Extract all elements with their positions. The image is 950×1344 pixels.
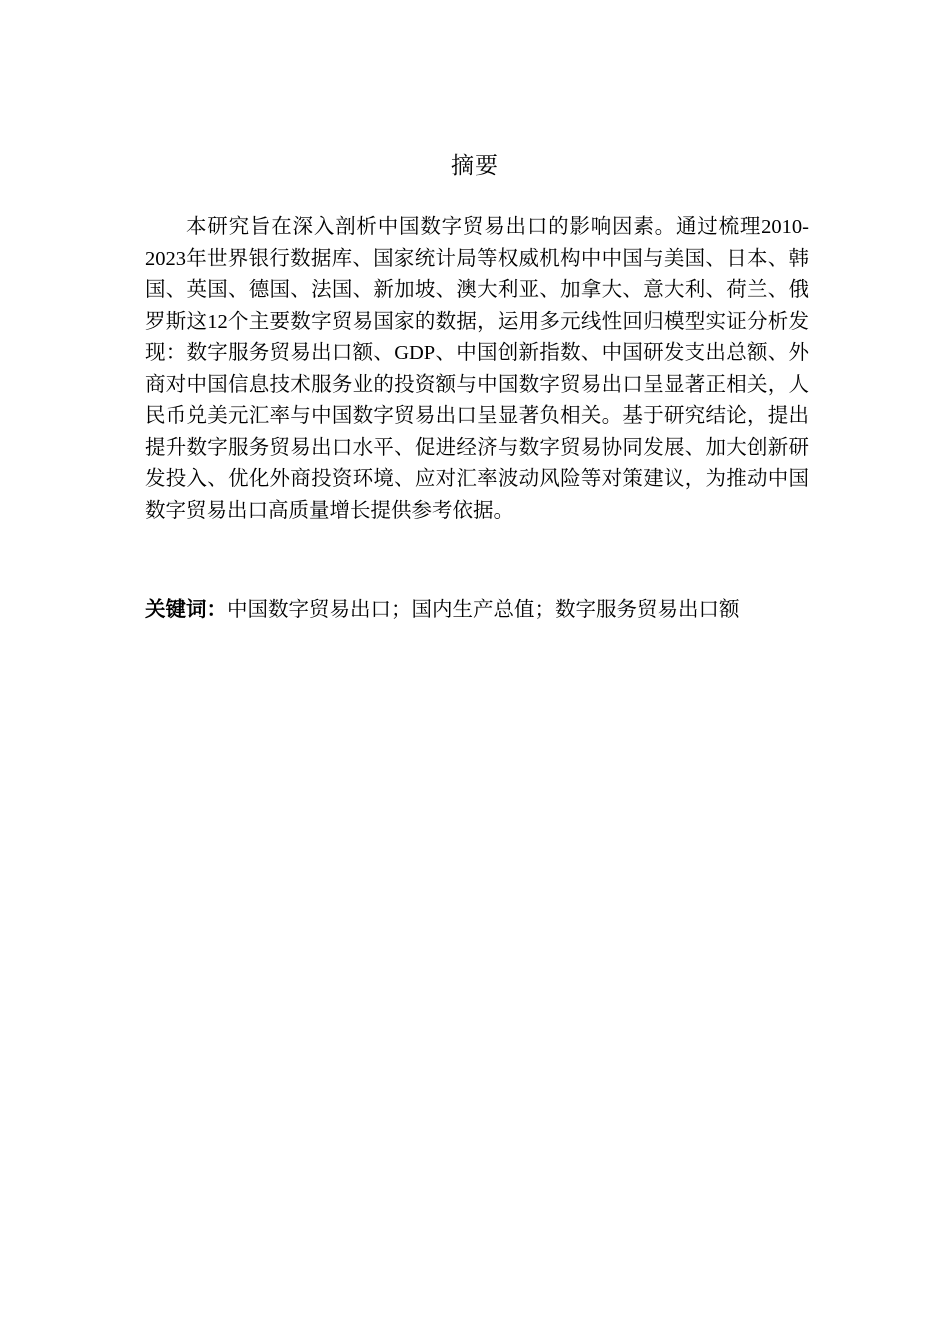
page-title: 摘要	[451, 153, 499, 179]
keywords-text: 中国数字贸易出口；国内生产总值；数字服务贸易出口额	[227, 599, 740, 621]
keywords-label: 关键词：	[145, 597, 227, 621]
abstract-paragraph: 本研究旨在深入剖析中国数字贸易出口的影响因素。通过梳理2010-2023年世界银行数据库、国家统计局等权威机构中中国与美国、日本、韩国、英国、德国、法国、新加坡、澳大利亚、加拿大、意大利、荷兰、俄罗斯这12个主要数字贸易国家的数据，运用多元线性回归模型实证分析发现：数字服务贸易出口额、GDP、中国创新指数、中国研发支出总额、外商对中国信息技术服务业的投资额与中国数字贸易出口呈显著正相关，人民币兑美元汇率与中国数字贸易出口呈显著负相关。基于研究结论，提出提升数字服务贸易出口水平、促进经济与数字贸易协同发展、加大创新研发投入、优化外商投资环境、应对汇率波动风险等对策建议，为推动中国数字贸易出口高质量增长提供参考依据。	[145, 216, 809, 522]
keywords-line	[145, 594, 809, 627]
